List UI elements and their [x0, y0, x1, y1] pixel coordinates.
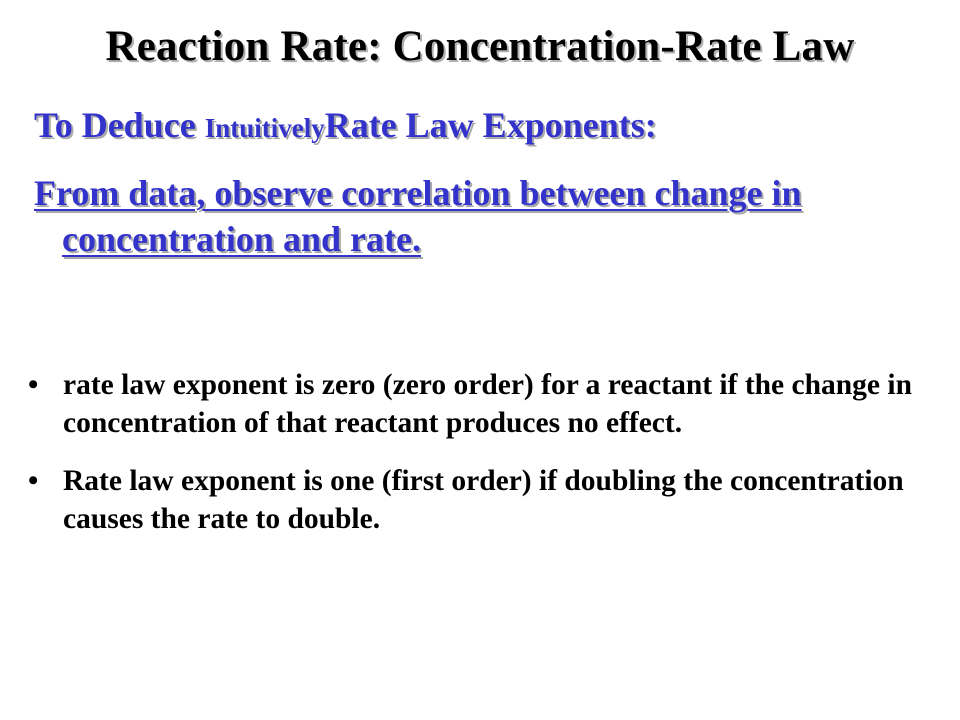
- subheading-part-2: Intuitively: [204, 113, 325, 143]
- slide-title: Reaction Rate: Concentration-Rate Law: [105, 23, 855, 70]
- bullet-list: [28, 366, 928, 558]
- subheading-part-1: To Deduce: [34, 105, 205, 145]
- bullet-item: [28, 462, 928, 538]
- bullet-item: [28, 366, 928, 442]
- subheading: [34, 104, 657, 146]
- bullet-dot: •: [28, 465, 39, 497]
- instruction-text: From data, observe correlation between change in concentration and rate.: [34, 173, 802, 259]
- subheading-part-3: Rate Law Exponents:: [324, 105, 657, 145]
- bullet-text: rate law exponent is zero (zero order) for a reactant if the change in concentration of that reactant produces no effect.: [63, 369, 913, 439]
- bullet-text: Rate law exponent is one (first order) if doubling the concentration causes the rate to double.: [63, 465, 904, 535]
- bullet-dot: •: [28, 369, 39, 401]
